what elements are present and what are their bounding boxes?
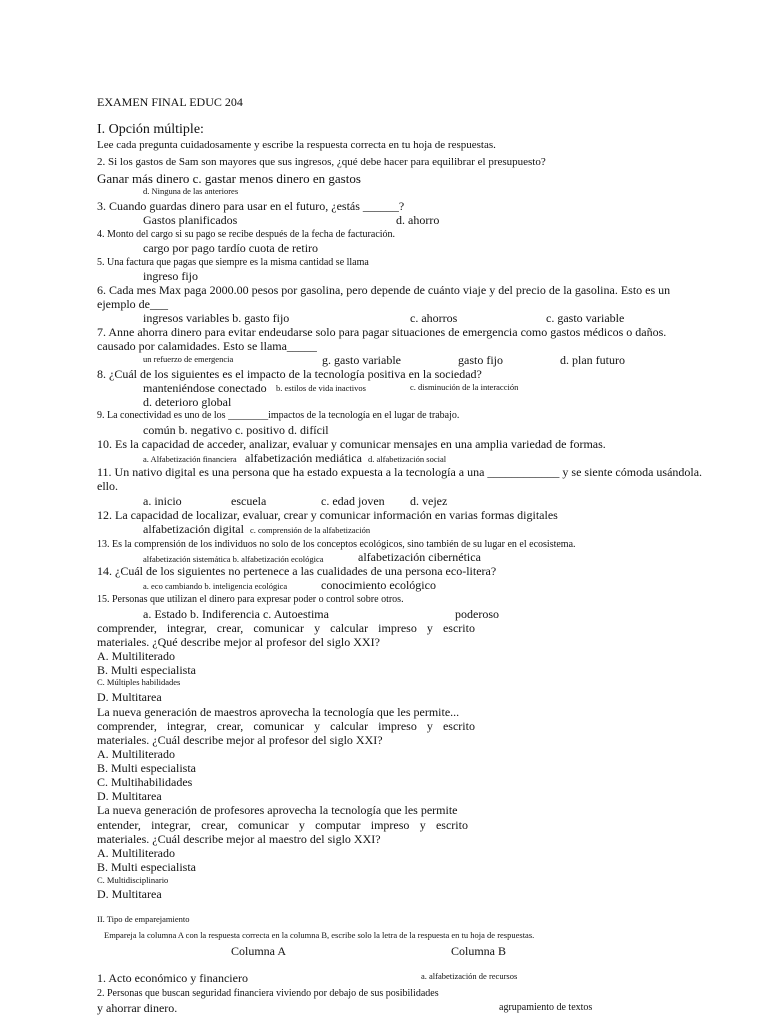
exam-title: EXAMEN FINAL EDUC 204 xyxy=(97,95,243,109)
question-7-option-a: un refuerzo de emergencia xyxy=(143,354,234,364)
section-heading-matching: II. Tipo de emparejamiento xyxy=(97,914,190,924)
block-3-intro: La nueva generación de profesores aprovecha la tecnología que les permite xyxy=(97,803,458,817)
question-4: 4. Monto del cargo si su pago se recibe después de la fecha de facturación. xyxy=(97,229,396,240)
matching-item-2-continued: y ahorrar dinero. xyxy=(97,1001,178,1015)
block-2-line-1: comprender, integrar, crear, comunicar y calcular impreso y escrito xyxy=(97,719,475,733)
question-13-options-ab: alfabetización sistemática b. alfabetización ecológica xyxy=(143,554,324,564)
column-b-heading: Columna B xyxy=(451,944,507,958)
matching-item-2-answer: agrupamiento de textos xyxy=(499,1002,593,1013)
block-2-option-d: D. Multitarea xyxy=(97,789,162,803)
question-6-options-ab: ingresos variables b. gasto fijo xyxy=(143,311,290,325)
matching-instructions: Empareja la columna A con la respuesta correcta en la columna B, escribe solo la letra de la respuesta en tu hoja de respuestas. xyxy=(104,930,535,940)
block-1-option-c: C. Múltiples habilidades xyxy=(97,677,181,687)
question-3-option-a: Gastos planificados xyxy=(143,213,238,227)
question-12: 12. La capacidad de localizar, evaluar, crear y comunicar información en varias formas digitales xyxy=(97,508,558,522)
question-8: 8. ¿Cuál de los siguientes es el impacto de la tecnología positiva en la sociedad? xyxy=(97,367,482,381)
block-3-option-c: C. Multidisciplinario xyxy=(97,875,169,885)
block-3-option-d: D. Multitarea xyxy=(97,887,162,901)
matching-item-1: 1. Acto económico y financiero xyxy=(97,971,248,985)
question-4-options: cargo por pago tardío cuota de retiro xyxy=(143,241,319,255)
question-10-option-b: alfabetización mediática xyxy=(245,451,362,465)
question-13: 13. Es la comprensión de los individuos no solo de los conceptos ecológicos, sino también de su lugar en el ecosistema. xyxy=(97,539,576,550)
question-12-option-a: alfabetización digital xyxy=(143,522,244,536)
question-10: 10. Es la capacidad de acceder, analizar, evaluar y comunicar mensajes en una amplia variedad de formas. xyxy=(97,437,606,451)
question-14-option-c: conocimiento ecológico xyxy=(321,578,436,592)
question-15: 15. Personas que utilizan el dinero para expresar poder o control sobre otros. xyxy=(97,594,404,605)
question-2-options: Ganar más dinero c. gastar menos dinero en gastos xyxy=(97,171,361,186)
question-11-option-c: c. edad joven xyxy=(321,494,385,508)
question-11-line-1: 11. Un nativo digital es una persona que ha estado expuesta a la tecnología a una ____________ y se siente cómoda usándola. xyxy=(97,465,703,479)
question-8-option-b: b. estilos de vida inactivos xyxy=(276,383,366,393)
question-12-option-c: c. comprensión de la alfabetización xyxy=(250,525,371,535)
column-a-heading: Columna A xyxy=(231,944,287,958)
question-10-option-d: d. alfabetización social xyxy=(368,454,447,464)
block-1-option-d: D. Multitarea xyxy=(97,690,162,704)
section-heading-multiple-choice: I. Opción múltiple: xyxy=(97,122,204,137)
question-11-option-d: d. vejez xyxy=(410,494,448,508)
matching-item-2: 2. Personas que buscan seguridad financiera viviendo por debajo de sus posibilidades xyxy=(97,988,439,999)
block-2-option-b: B. Multi especialista xyxy=(97,761,196,775)
block-1-option-a: A. Multiliterado xyxy=(97,649,175,663)
section-instructions: Lee cada pregunta cuidadosamente y escribe la respuesta correcta en tu hoja de respuestas. xyxy=(97,139,496,151)
block-2-line-2: materiales. ¿Cuál describe mejor al profesor del siglo XXI? xyxy=(97,733,383,747)
question-11-line-2: ello. xyxy=(97,479,118,493)
block-3-line-2: materiales. ¿Cuál describe mejor al maestro del siglo XXI? xyxy=(97,832,381,846)
question-13-option-c: alfabetización cibernética xyxy=(358,550,481,564)
block-2-option-a: A. Multiliterado xyxy=(97,747,175,761)
question-7-line-1: 7. Anne ahorra dinero para evitar endeudarse solo para pagar situaciones de emergencia como gastos médicos o daños. xyxy=(97,325,667,339)
question-7-line-2: causado por calamidades. Esto se llama_____ xyxy=(97,339,317,353)
question-7-option-b: g. gasto variable xyxy=(322,353,401,367)
question-2-option-d: d. Ninguna de las anteriores xyxy=(143,186,239,196)
question-6-option-c2: c. gasto variable xyxy=(546,311,625,325)
question-8-option-a: manteniéndose conectado xyxy=(143,381,267,395)
question-11-option-b: escuela xyxy=(231,494,267,508)
question-14: 14. ¿Cuál de los siguientes no pertenece a las cualidades de una persona eco-litera? xyxy=(97,564,497,578)
question-6-line-2: ejemplo de___ xyxy=(97,297,168,311)
block-3-line-1: entender, integrar, crear, comunicar y computar impreso y escrito xyxy=(97,818,468,832)
question-15-options: a. Estado b. Indiferencia c. Autoestima xyxy=(143,607,329,621)
block-1-option-b: B. Multi especialista xyxy=(97,663,196,677)
block-3-option-a: A. Multiliterado xyxy=(97,846,175,860)
question-14-options-ab: a. eco cambiando b. inteligencia ecológica xyxy=(143,581,288,591)
question-11-option-a: a. inicio xyxy=(143,494,182,508)
question-15-option-d: poderoso xyxy=(455,607,499,621)
question-3: 3. Cuando guardas dinero para usar en el futuro, ¿estás ______? xyxy=(97,199,405,213)
question-9-options: común b. negativo c. positivo d. difícil xyxy=(143,423,329,437)
block-1-line-1: comprender, integrar, crear, comunicar y calcular impreso y escrito xyxy=(97,621,475,635)
question-9: 9. La conectividad es uno de los ________impactos de la tecnología en el lugar de trabajo. xyxy=(97,410,460,421)
question-3-option-d: d. ahorro xyxy=(396,213,440,227)
question-7-option-c: gasto fijo xyxy=(458,353,503,367)
question-6-line-1: 6. Cada mes Max paga 2000.00 pesos por gasolina, pero depende de cuánto viaje y del precio de la gasolina. Esto es un xyxy=(97,283,671,297)
question-10-option-a: a. Alfabetización financiera xyxy=(143,454,237,464)
question-8-option-c: c. disminución de la interacción xyxy=(410,382,519,392)
block-1-line-2: materiales. ¿Qué describe mejor al profesor del siglo XXI? xyxy=(97,635,380,649)
question-5-options: ingreso fijo xyxy=(143,269,198,283)
block-2-option-c: C. Multihabilidades xyxy=(97,775,193,789)
block-3-option-b: B. Multi especialista xyxy=(97,860,196,874)
block-2-intro: La nueva generación de maestros aprovecha la tecnología que les permite... xyxy=(97,705,460,719)
question-6-option-c: c. ahorros xyxy=(410,311,458,325)
question-7-option-d: d. plan futuro xyxy=(560,353,625,367)
question-8-option-d: d. deterioro global xyxy=(143,395,232,409)
question-2: 2. Si los gastos de Sam son mayores que sus ingresos, ¿qué debe hacer para equilibrar el presupuesto? xyxy=(97,156,546,168)
question-5: 5. Una factura que pagas que siempre es la misma cantidad se llama xyxy=(97,257,369,268)
matching-item-1-answer: a. alfabetización de recursos xyxy=(421,971,518,981)
